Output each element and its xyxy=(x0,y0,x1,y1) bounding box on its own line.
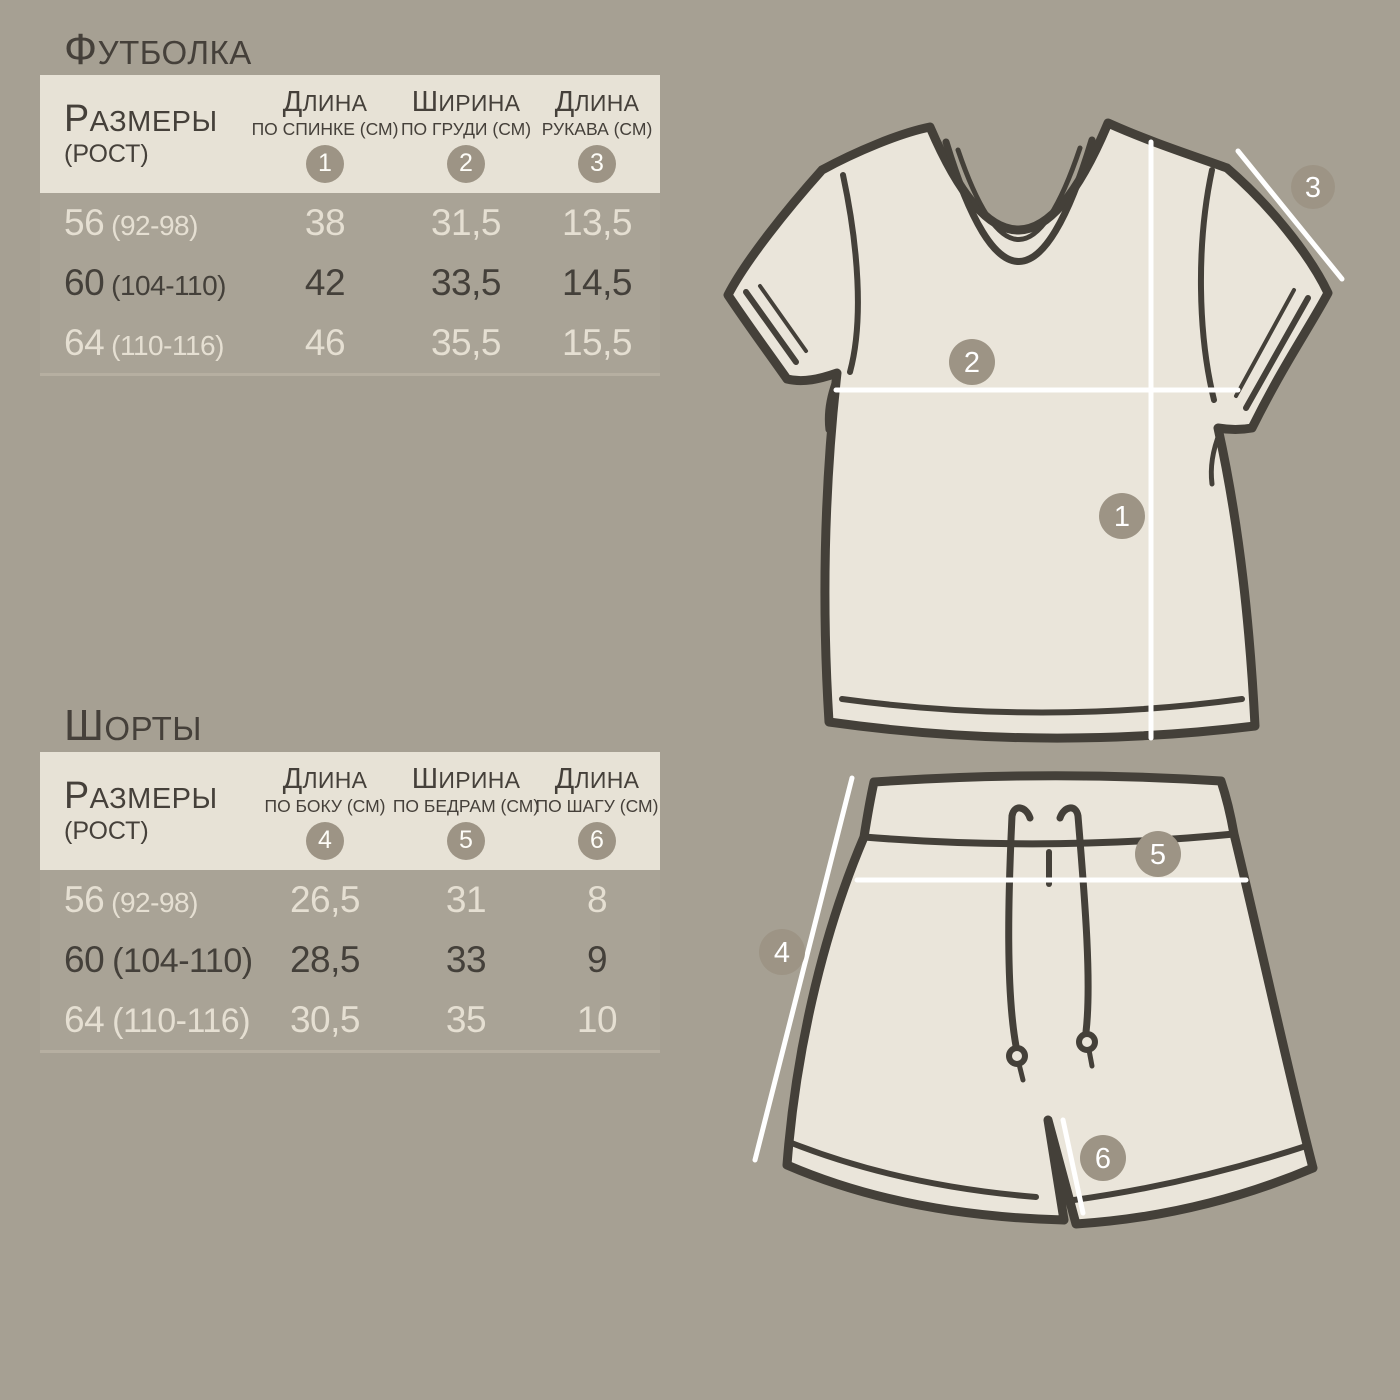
value-cell: 13,5 xyxy=(561,202,632,243)
tshirt-table-body xyxy=(40,193,660,376)
svg-text:4: 4 xyxy=(773,937,791,969)
value-cell: 42 xyxy=(304,262,346,303)
measure-marker-4 xyxy=(759,929,805,975)
value-cell: 26,5 xyxy=(289,879,360,920)
table-row xyxy=(40,313,660,373)
measure-badge-5: 5 xyxy=(447,822,485,860)
value-cell: 14,5 xyxy=(561,262,632,303)
measure-badge-3: 3 xyxy=(578,145,616,183)
rows-label: РАЗМЕРЫ xyxy=(64,773,218,816)
tshirt-header-sizes xyxy=(40,75,252,193)
measure-badge-2: 2 xyxy=(447,145,485,183)
value-cell: 15,5 xyxy=(561,322,632,363)
size-cell: 64 (110-116) xyxy=(64,322,224,363)
rows-sublabel: (РОСТ) xyxy=(64,817,149,846)
value-cell: 35 xyxy=(445,999,487,1040)
table-row xyxy=(40,253,660,313)
tshirt-section-title: ФУТБОЛКА xyxy=(64,26,252,74)
measure-badge-6: 6 xyxy=(578,822,616,860)
measure-marker-5 xyxy=(1135,831,1181,877)
shorts-header-col-side-length: ДЛИНА ПО БОКУ (СМ) 4 xyxy=(252,752,398,870)
measure-marker-2 xyxy=(949,339,995,385)
tshirt-drawing xyxy=(728,123,1328,738)
value-cell: 31 xyxy=(445,879,487,920)
measure-marker-1 xyxy=(1099,493,1145,539)
shorts-header-col-hip-width: ШИРИНА ПО БЕДРАМ (СМ) 5 xyxy=(398,752,534,870)
value-cell: 33 xyxy=(445,939,487,980)
table-row xyxy=(40,990,660,1050)
value-cell: 38 xyxy=(304,202,346,243)
svg-text:1: 1 xyxy=(1113,501,1131,533)
svg-text:5: 5 xyxy=(1149,839,1167,871)
size-cell: 60 (104-110) xyxy=(64,262,226,303)
size-cell: 56 (92-98) xyxy=(64,879,198,920)
shorts-section-title: ШОРТЫ xyxy=(64,702,202,750)
tshirt-size-table xyxy=(40,75,660,376)
garment-diagram xyxy=(690,0,1400,1400)
tshirt-header-col-sleeve-length: ДЛИНА РУКАВА (СМ) 3 xyxy=(534,75,660,193)
tshirt-header-col-back-length: ДЛИНА ПО СПИНКЕ (СМ) 1 xyxy=(252,75,398,193)
measure-marker-6 xyxy=(1080,1135,1126,1181)
measure-marker-3 xyxy=(1291,165,1335,209)
shorts-size-table xyxy=(40,752,660,1053)
rows-label: РАЗМЕРЫ xyxy=(64,96,218,139)
value-cell: 8 xyxy=(586,879,608,920)
shorts-table-header xyxy=(40,752,660,870)
tshirt-header-col-chest-width: ШИРИНА ПО ГРУДИ (СМ) 2 xyxy=(398,75,534,193)
table-row xyxy=(40,870,660,930)
shorts-header-sizes xyxy=(40,752,252,870)
value-cell: 10 xyxy=(576,999,618,1040)
tshirt-table-header xyxy=(40,75,660,193)
value-cell: 9 xyxy=(586,939,608,980)
measure-badge-4: 4 xyxy=(306,822,344,860)
value-cell: 33,5 xyxy=(430,262,501,303)
svg-text:2: 2 xyxy=(963,347,981,379)
table-row xyxy=(40,930,660,990)
value-cell: 46 xyxy=(304,322,346,363)
shorts-drawing xyxy=(787,776,1313,1224)
svg-text:6: 6 xyxy=(1094,1143,1112,1175)
value-cell: 30,5 xyxy=(289,999,360,1040)
svg-text:3: 3 xyxy=(1304,172,1322,204)
rows-sublabel: (РОСТ) xyxy=(64,140,149,169)
table-row xyxy=(40,193,660,253)
measure-badge-1: 1 xyxy=(306,145,344,183)
shorts-table-body xyxy=(40,870,660,1053)
value-cell: 35,5 xyxy=(430,322,501,363)
value-cell: 28,5 xyxy=(289,939,360,980)
shorts-header-col-inseam-length: ДЛИНА ПО ШАГУ (СМ) 6 xyxy=(534,752,660,870)
size-cell: 56 (92-98) xyxy=(64,202,198,243)
size-cell: 60 (104-110) xyxy=(64,939,253,980)
value-cell: 31,5 xyxy=(430,202,501,243)
size-cell: 64 (110-116) xyxy=(64,999,251,1040)
